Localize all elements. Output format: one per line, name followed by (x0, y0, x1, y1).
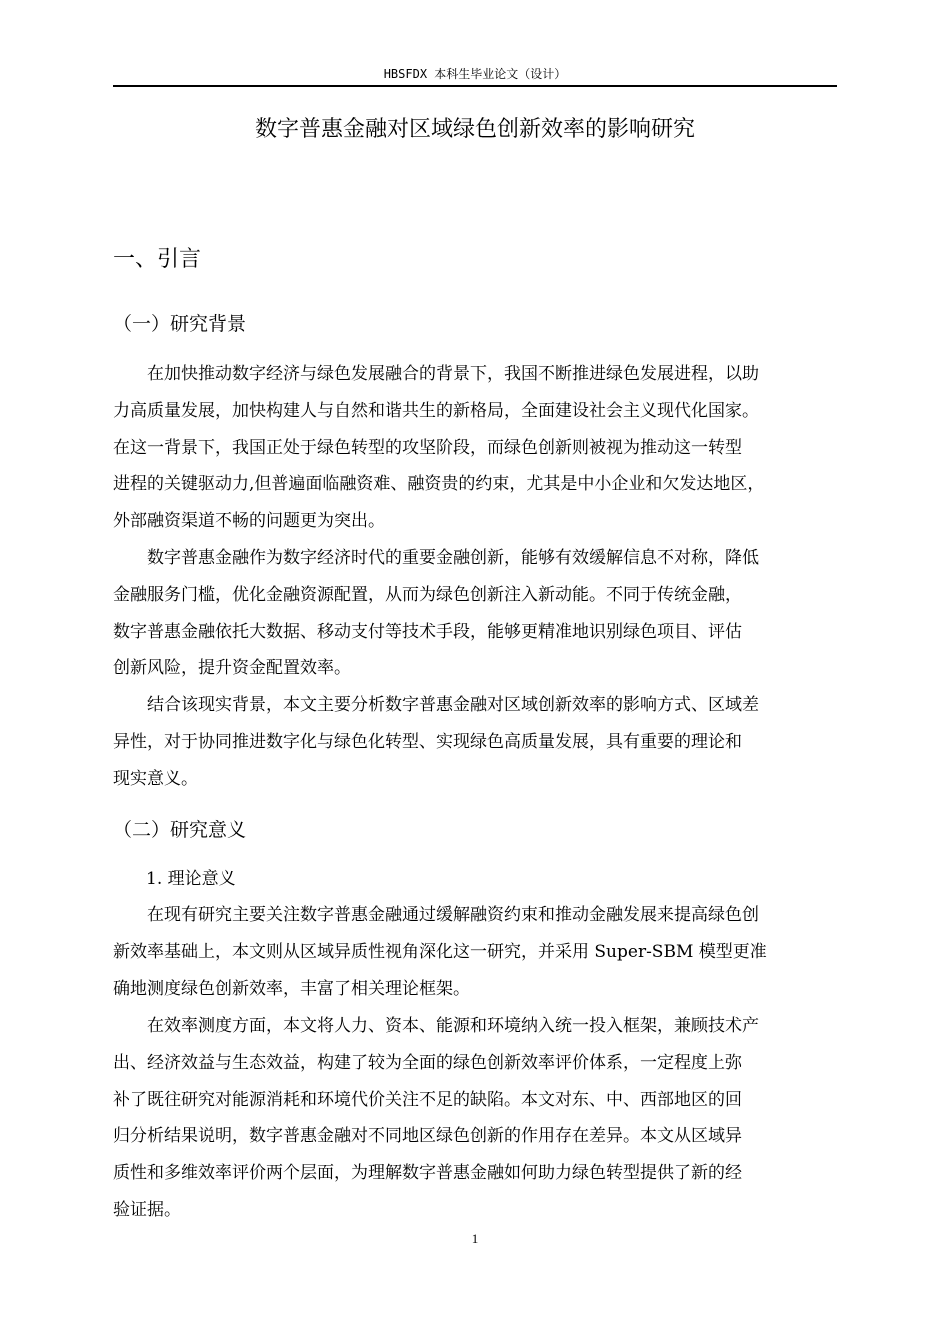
text-line: 新效率基础上，本文则从区域异质性视角深化这一研究，并采用 Super-SBM 模型更准 (113, 941, 767, 962)
text-line: 出、经济效益与生态效益，构建了较为全面的绿色创新效率评价体系，一定程度上弥 (113, 1052, 742, 1073)
paper-title: 数字普惠金融对区域绿色创新效率的影响研究 (254, 117, 695, 142)
item-heading-theoretical (146, 865, 236, 893)
text-line: 结合该现实背景，本文主要分析数字普惠金融对区域创新效率的影响方式、区域差 (147, 695, 759, 715)
paragraph-theoretical-1 (113, 897, 839, 1007)
item-heading-text: 理论意义 (167, 869, 236, 889)
text-line: 数字普惠金融依托大数据、移动支付等技术手段，能够更精准地识别绿色项目、评估 (113, 621, 742, 642)
subsection-heading-background: （一）研究背景 (113, 313, 247, 335)
paragraph-background-1 (113, 356, 839, 540)
header-rule (113, 85, 837, 87)
paragraph-theoretical-2 (113, 1008, 839, 1229)
text-line: 在加快推动数字经济与绿色发展融合的背景下，我国不断推进绿色发展进程，以助 (147, 364, 759, 384)
text-line: 在现有研究主要关注数字普惠金融通过缓解融资约束和推动金融发展来提高绿色创 (147, 905, 759, 925)
paragraph-background-2 (113, 540, 839, 687)
text-line: 外部融资渠道不畅的问题更为突出。 (113, 511, 385, 532)
text-line: 进程的关键驱动力,但普遍面临融资难、融资贵的约束，尤其是中小企业和欠发达地区， (113, 474, 765, 495)
text-line: 数字普惠金融作为数字经济时代的重要金融创新，能够有效缓解信息不对称，降低 (147, 548, 759, 568)
text-line: 创新风险，提升资金配置效率。 (113, 658, 351, 679)
text-line: 异性，对于协同推进数字化与绿色化转型、实现绿色高质量发展，具有重要的理论和 (113, 731, 742, 752)
text-line: 在效率测度方面，本文将人力、资本、能源和环境纳入统一投入框架，兼顾技术产 (147, 1016, 759, 1036)
subsection-heading-text: （二）研究意义 (113, 819, 247, 841)
page-number: 1 (471, 1231, 479, 1246)
section-heading-introduction: 一、引言 (113, 247, 202, 272)
text-line: 力高质量发展，加快构建人与自然和谐共生的新格局，全面建设社会主义现代化国家。 (113, 400, 759, 421)
text-line: 金融服务门槛，优化金融资源配置，从而为绿色创新注入新动能。不同于传统金融， (113, 584, 742, 605)
running-header: HBSFDX 本科生毕业论文（设计） (383, 67, 567, 81)
item-number: 1. (146, 869, 163, 889)
paragraph-background-3 (113, 687, 839, 797)
text-line: 验证据。 (113, 1199, 181, 1220)
text-line: 补了既往研究对能源消耗和环境代价关注不足的缺陷。本文对东、中、西部地区的回 (113, 1089, 742, 1110)
text-line: 在这一背景下，我国正处于绿色转型的攻坚阶段，而绿色创新则被视为推动这一转型 (113, 437, 742, 458)
text-line: 确地测度绿色创新效率，丰富了相关理论框架。 (113, 978, 470, 999)
text-line: 质性和多维效率评价两个层面，为理解数字普惠金融如何助力绿色转型提供了新的经 (113, 1163, 742, 1184)
subsection-heading-significance (113, 815, 246, 845)
text-line: 现实意义。 (113, 768, 198, 789)
text-line: 归分析结果说明，数字普惠金融对不同地区绿色创新的作用存在差异。本文从区域异 (113, 1126, 742, 1147)
